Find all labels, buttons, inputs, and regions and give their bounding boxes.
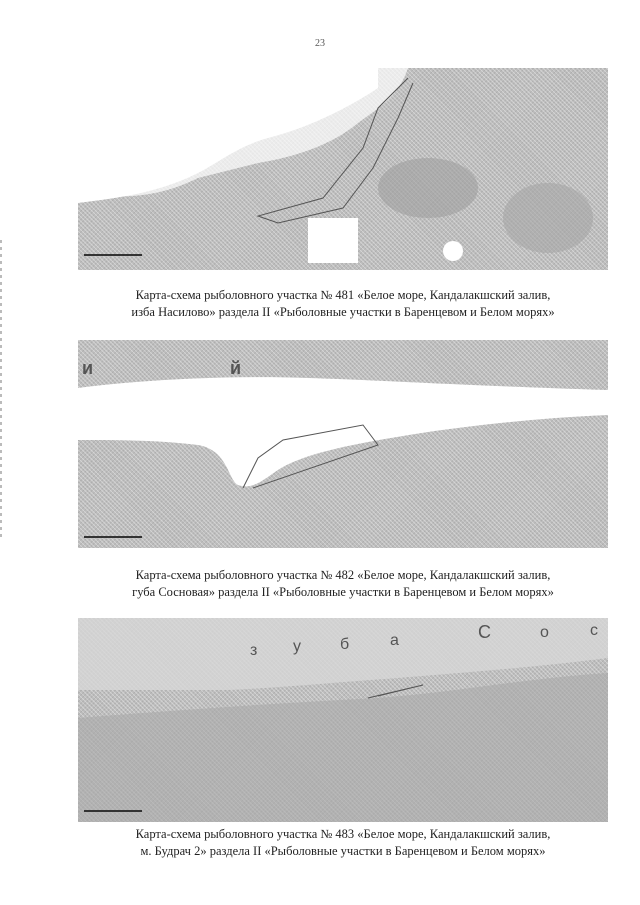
caption-line: м. Будрач 2» раздела II «Рыболовные участки в Баренцевом и Белом морях» bbox=[140, 844, 546, 858]
map-image-481 bbox=[78, 68, 608, 270]
scale-bar bbox=[84, 810, 142, 812]
map-label: й bbox=[230, 358, 242, 378]
map-label: б bbox=[340, 636, 350, 653]
caption-line: губа Сосновая» раздела II «Рыболовные участки в Баренцевом и Белом морях» bbox=[132, 585, 554, 599]
map-481-white-block bbox=[308, 218, 358, 263]
map-label: С bbox=[478, 622, 491, 642]
map-label: а bbox=[390, 632, 399, 649]
map-482-drawing bbox=[78, 340, 608, 548]
scale-bar bbox=[84, 254, 142, 256]
map-label: у bbox=[293, 638, 301, 655]
map-481-land-white-2 bbox=[108, 68, 408, 196]
map-label: и bbox=[82, 358, 94, 378]
caption-line: Карта-схема рыболовного участка № 483 «Белое море, Кандалакшский залив, bbox=[135, 827, 551, 841]
map-483-water-light bbox=[78, 618, 608, 690]
margin-mark bbox=[0, 240, 2, 540]
map-482-caption bbox=[70, 567, 616, 601]
caption-line: изба Насилово» раздела II «Рыболовные участки в Баренцевом и Белом морях» bbox=[131, 305, 555, 319]
map-481-caption bbox=[70, 287, 616, 321]
caption-line: Карта-схема рыболовного участка № 481 «Белое море, Кандалакшский залив, bbox=[135, 288, 551, 302]
map-481-dark-patch bbox=[378, 158, 478, 218]
map-481-white-dot bbox=[443, 241, 463, 261]
map-image-483 bbox=[78, 618, 608, 822]
map-image-482 bbox=[78, 340, 608, 548]
map-483-land-dark bbox=[78, 673, 608, 822]
caption-line: Карта-схема рыболовного участка № 482 «Белое море, Кандалакшский залив, bbox=[135, 568, 551, 582]
map-481-dark-patch-2 bbox=[503, 183, 593, 253]
map-label: о bbox=[540, 624, 549, 641]
map-label: с bbox=[590, 622, 598, 639]
map-481-drawing bbox=[78, 68, 608, 270]
map-label: з bbox=[250, 642, 258, 659]
scale-bar bbox=[84, 536, 142, 538]
map-483-caption bbox=[70, 826, 616, 860]
page-number: 23 bbox=[315, 38, 325, 49]
